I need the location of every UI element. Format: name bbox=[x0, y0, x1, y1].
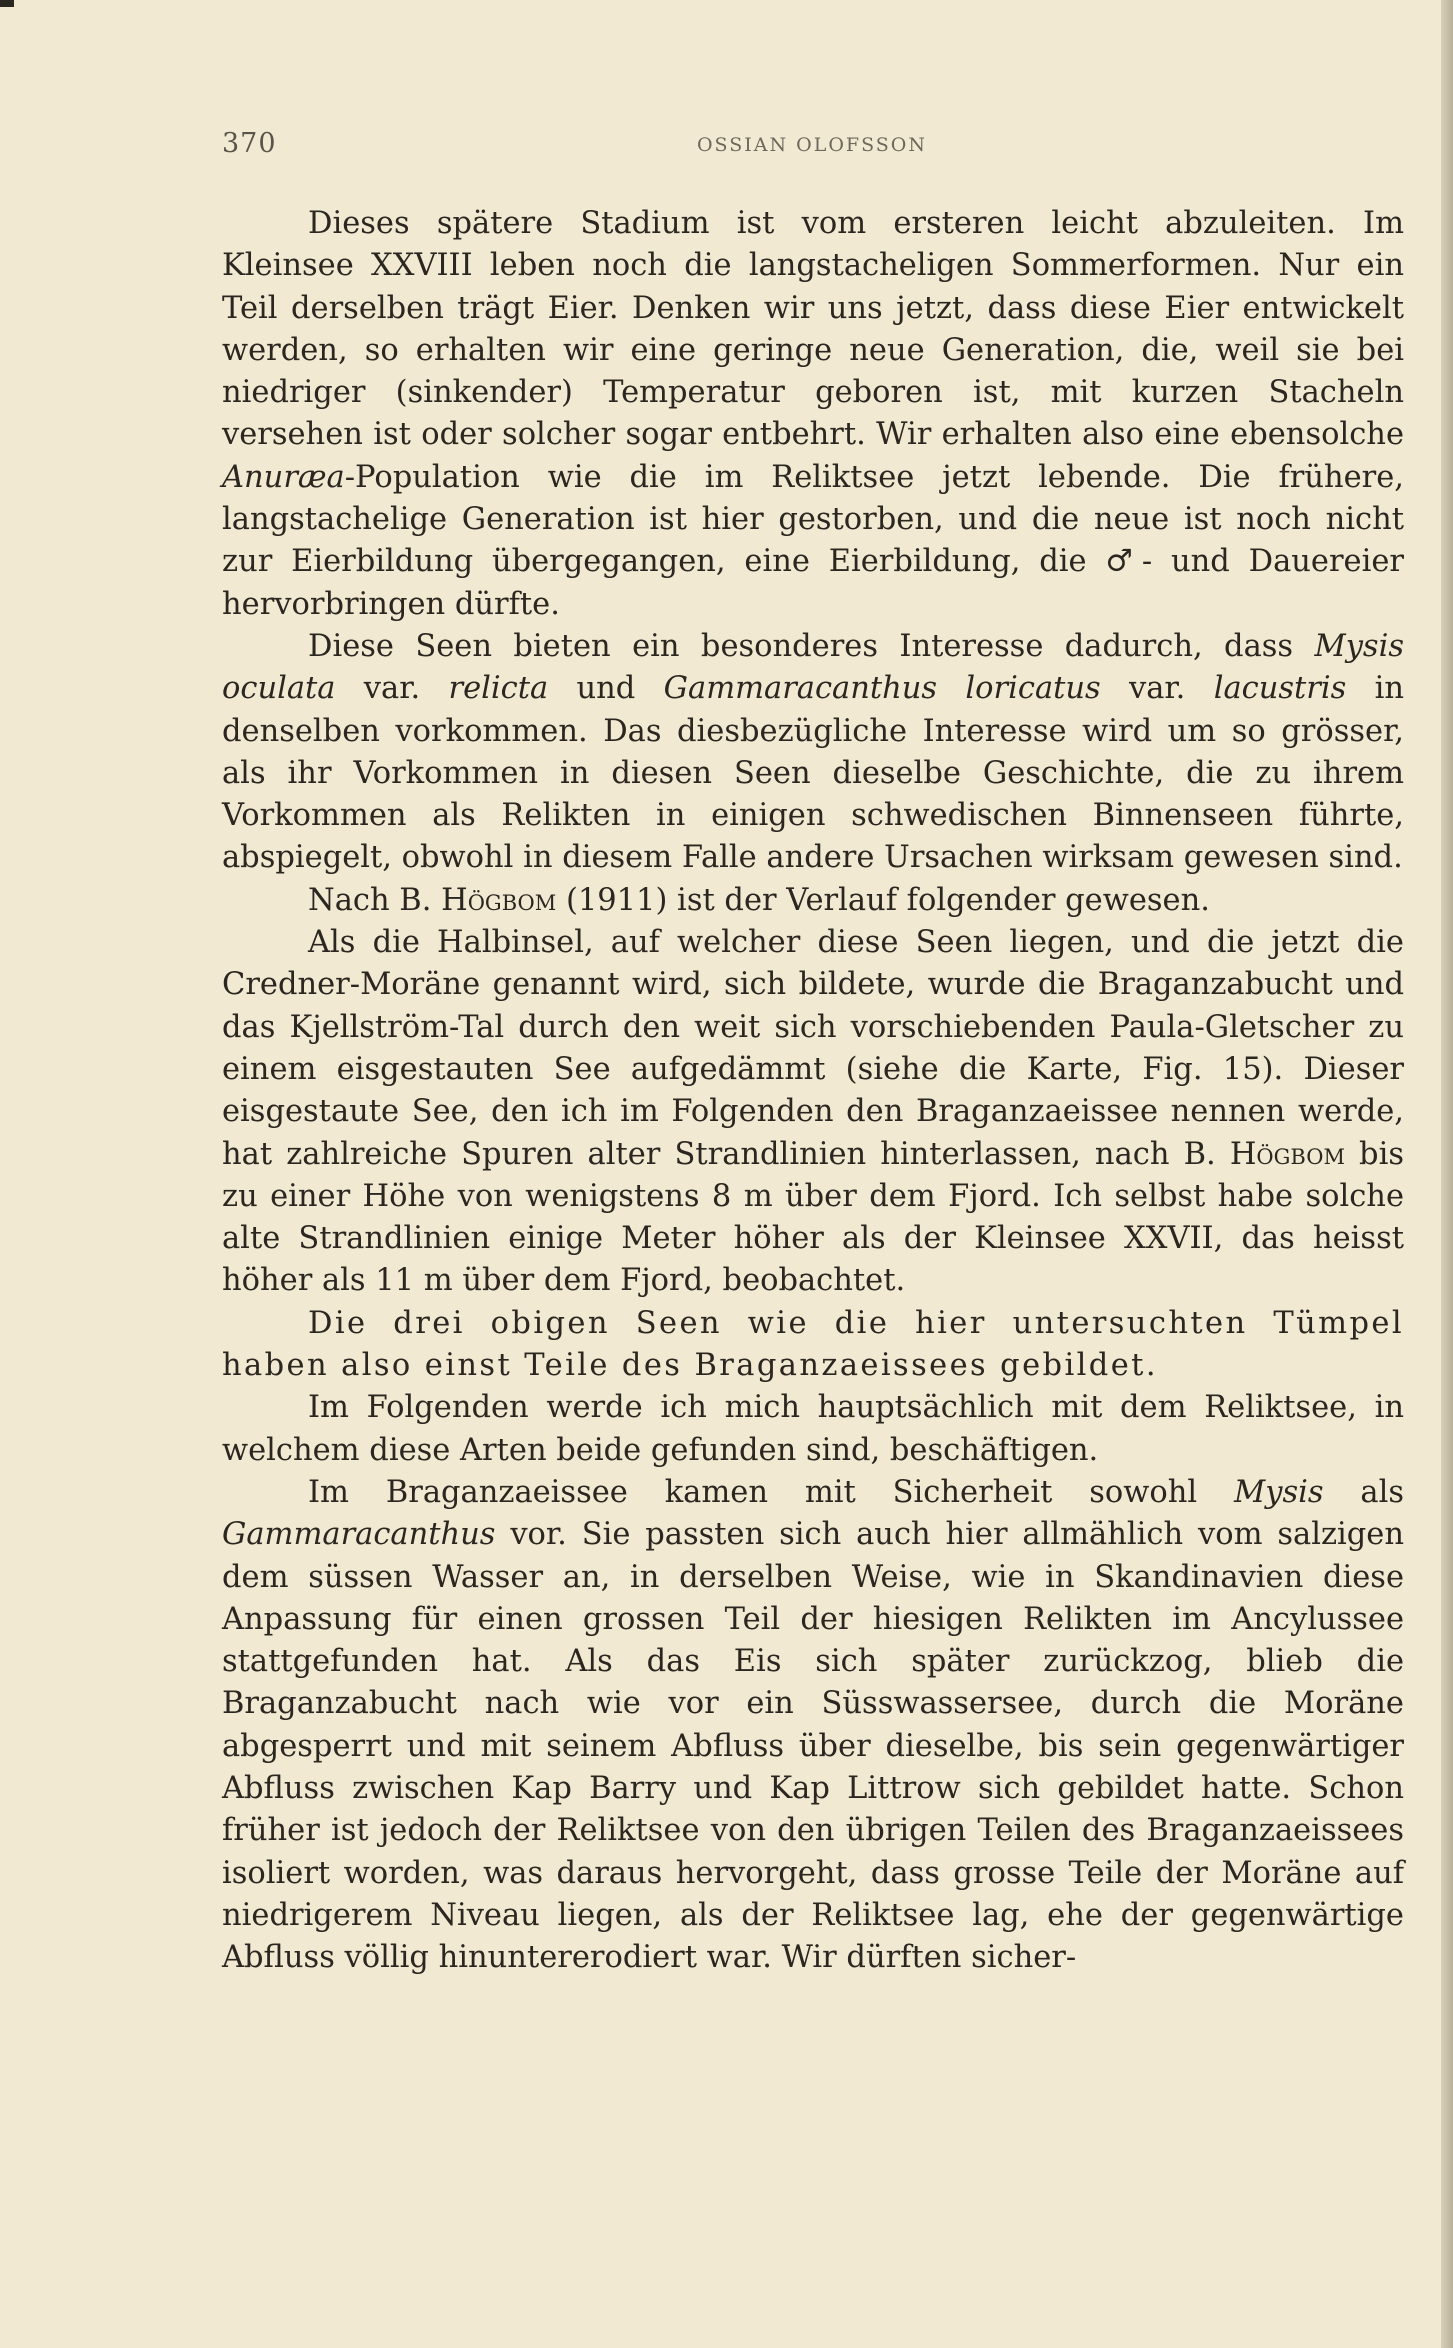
page-number: 370 bbox=[222, 128, 277, 159]
paragraph-2 bbox=[222, 626, 1404, 880]
author-hogbom: Högbom bbox=[441, 882, 557, 918]
page-edge-shadow bbox=[1441, 0, 1453, 2348]
scan-corner-mark bbox=[0, 0, 14, 7]
taxon-anuraea: Anuræa bbox=[222, 459, 345, 495]
body-text bbox=[222, 203, 1404, 1979]
taxon-gammaracanthus: Gammaracanthus bbox=[222, 1517, 496, 1553]
paragraph-2-text-2: var. bbox=[335, 671, 449, 707]
paragraph-1 bbox=[222, 203, 1404, 626]
paragraph-7 bbox=[222, 1472, 1404, 1980]
taxon-mysis: Mysis bbox=[1234, 1474, 1324, 1510]
paragraph-5 bbox=[222, 1303, 1404, 1388]
paragraph-2-text-3: und bbox=[548, 671, 664, 707]
paragraph-6-text-1: Im Folgenden werde ich mich hauptsächlich mit dem Reliktsee, in welchem diese Arten beide gefunden sind, beschäftigen. bbox=[222, 1390, 1404, 1468]
paragraph-1-text-2: -Population wie die im Reliktsee jetzt lebende. Die frühere, langstachelige Generation ist hier gestorben, und die neue ist noch nicht zur Eierbildung übergegangen, eine Eierbildung, die ♂- und Dauereier hervorbringen dürfte. bbox=[222, 459, 1404, 622]
running-title: OSSIAN OLOFSSON bbox=[696, 134, 928, 156]
author-hogbom: Högbom bbox=[1229, 1136, 1345, 1172]
running-head bbox=[222, 128, 1402, 168]
paragraph-6 bbox=[222, 1387, 1404, 1472]
paragraph-4-text-1: Als die Halbinsel, auf welcher diese Seen liegen, und die jetzt die Credner-Moräne genannt wird, sich bildete, wurde die Braganzabucht und das Kjellström-Tal durch den weit sich vorschiebenden Paula-Gletscher zu einem eisgestauten See aufgedämmt (siehe die Karte, Fig. 15). Dieser eisgestaute See, den ich im Folgenden den Braganzaeissee nennen werde, hat zahlreiche Spuren alter Strandlinien hinterlassen, nach B. bbox=[222, 925, 1404, 1172]
paragraph-2-text-4: var. bbox=[1100, 671, 1214, 707]
taxon-relicta: relicta bbox=[448, 671, 549, 707]
paragraph-7-text-3: vor. Sie passten sich auch hier allmählich vom salzigen dem süssen Wasser an, in derselben Weise, wie in Skandinavien diese Anpassung für einen grossen Teil der hiesigen Relikten im Ancylussee stattgefunden hat. Als das Eis sich später zurückzog, blieb die Braganzabucht nach wie vor ein Süsswassersee, durch die Moräne abgesperrt und mit seinem Abfluss über dieselbe, bis sein gegenwärtiger Abfluss zwischen Kap Barry und Kap Littrow sich gebildet hatte. Schon früher ist jedoch der Reliktsee von den übrigen Teilen des Braganzaeissees isoliert worden, was daraus hervorgeht, dass grosse Teile der Moräne auf niedrigerem Niveau liegen, als der Reliktsee lag, ehe der gegenwärtige Abfluss völlig hinuntererodiert war. Wir dürften sicher- bbox=[222, 1517, 1404, 1976]
paragraph-2-text-1: Diese Seen bieten ein besonderes Interesse dadurch, dass bbox=[308, 628, 1315, 664]
paragraph-7-text-1: Im Braganzaeissee kamen mit Sicherheit sowohl bbox=[308, 1474, 1234, 1510]
paragraph-3-text-1: Nach B. bbox=[308, 882, 442, 918]
taxon-mysis-oculata: Mysis oculata bbox=[222, 628, 1404, 707]
taxon-lacustris: lacustris bbox=[1213, 671, 1347, 707]
paragraph-5-text-1: Die drei obigen Seen wie die hier untersuchten Tümpel haben also einst Teile des Braganzaeissees gebildet. bbox=[222, 1305, 1404, 1384]
taxon-gammaracanthus-loricatus: Gammaracanthus loricatus bbox=[663, 671, 1101, 707]
paragraph-1-text-1: Dieses spätere Stadium ist vom ersteren leicht abzuleiten. Im Kleinsee XXVIII leben noch die langstacheligen Sommerformen. Nur ein Teil derselben trägt Eier. Denken wir uns jetzt, dass diese Eier entwickelt werden, so erhalten wir eine geringe neue Generation, die, weil sie bei niedriger (sinkender) Temperatur geboren ist, mit kurzen Stacheln versehen ist oder solcher sogar entbehrt. Wir erhalten also eine ebensolche bbox=[222, 206, 1404, 453]
paragraph-4 bbox=[222, 922, 1404, 1303]
paragraph-7-text-2: als bbox=[1323, 1474, 1404, 1510]
paragraph-4-text-2: bis zu einer Höhe von wenigstens 8 m über dem Fjord. Ich selbst habe solche alte Strandlinien einige Meter höher als der Kleinsee XXVII, das heisst höher als 11 m über dem Fjord, beobachtet. bbox=[222, 1136, 1404, 1299]
paragraph-2-text-5: in denselben vorkommen. Das diesbezügliche Interesse wird um so grösser, als ihr Vorkommen in diesen Seen dieselbe Geschichte, die zu ihrem Vorkommen als Relikten in einigen schwedischen Binnenseen führte, abspiegelt, obwohl in diesem Falle andere Ursachen wirksam gewesen sind. bbox=[222, 671, 1404, 876]
paragraph-3-text-2: (1911) ist der Verlauf folgender gewesen. bbox=[556, 882, 1210, 918]
paragraph-3 bbox=[222, 880, 1404, 922]
